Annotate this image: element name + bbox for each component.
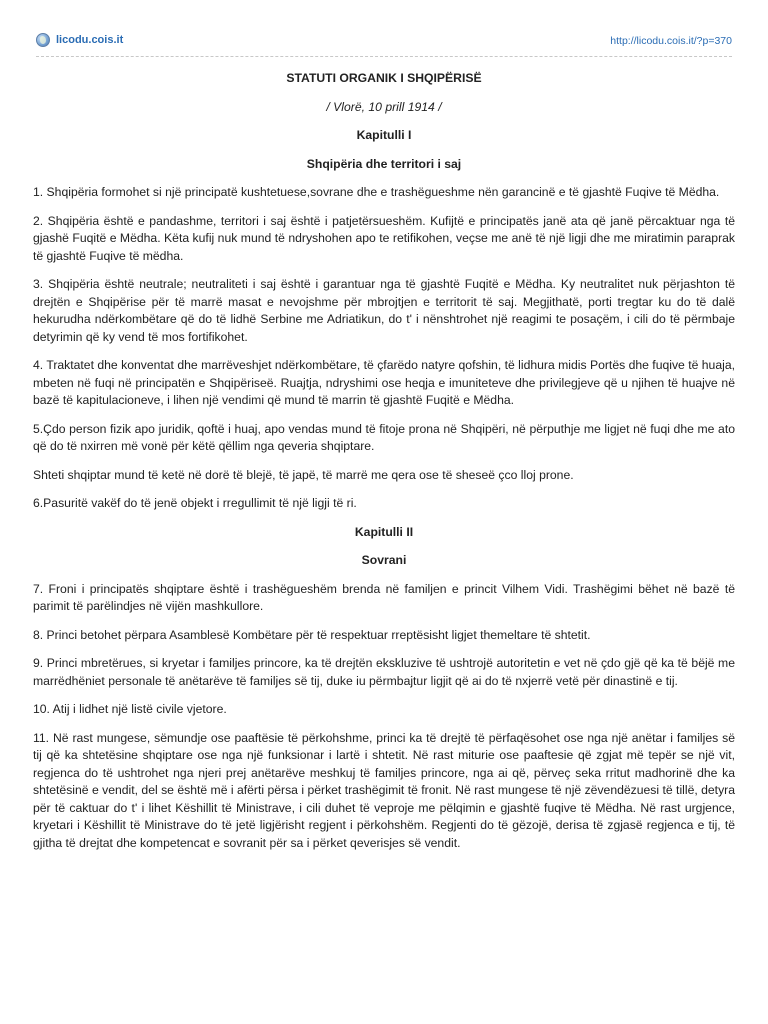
article-paragraph: 3. Shqipëria është neutrale; neutraliteti i saj është i garantuar nga të gjashtë Fuqitë e Mëdha. Ky neutralitet nuk përjashton të drejtën e Shqipërise për të marrë masat e nevojshme për mbrojtjen e territorit të saj. Megjithatë, porti tregtar ku do të dalë hekurudha ndërkombëtare që do të lidhë Serbine me Adriatikun, do t' i nënshtrohet një reagimi te posaçëm, i cili do të përmbaje detyrimin që ky vend të mos fortifikohet. (33, 277, 735, 344)
document-subtitle: / Vlorë, 10 prill 1914 / (326, 99, 442, 114)
article-paragraph: 11. Në rast mungese, sëmundje ose paaftësie të përkohshme, princi ka të drejtë të përfaqësohet ose nga një anëtar i familjes së tij që ka shtetësine shqiptare ose nga një funksionar i lartë i shtetit. Në rast miturie ose paaftesie që zgjat më tepër se një vit, regjenca do të ushtrohet nga njeri prej anëtarëve meshkuj të familjes princore, nga ai që, përveç seka rritut madhorinë dhe ka shtetësinë e vendit, del se është më i afërti përsa i përket trashëgimit të fronit. Në rast mungese të një zëvendëzuesi të tillë, detyra për të caktuar do t' i lihet Këshillit të Ministrave, i cili duhet të veproje me pëlqimin e gjashtë fuqive të Mëdha. Në rast urgjence, kryetari i Këshillit të Ministrave do të jetë ligjërisht regjent i përkohshëm. Regjenti do të gëzojë, derisa të zgjasë regjenca e tij, të gjitha të drejtat dhe kompetencat e sovranit për sa i përket qeverisjes së vendit. (33, 730, 735, 850)
article-paragraph: 6.Pasuritë vakëf do të jenë objekt i rregullimit të një ligji të ri. (33, 496, 357, 510)
article-paragraph: 7. Froni i principatës shqiptare është i trashëgueshëm brenda në familjen e princit Vilhem Vidi. Trashëgimi bëhet në bazë të parimit të parëlindjes në vijën mashkullore. (33, 581, 735, 613)
document-body (33, 70, 735, 863)
globe-icon (36, 33, 50, 47)
article-paragraph: 1. Shqipëria formohet si një principatë kushtetuese,sovrane dhe e trashëgueshme nën garancinë e të gjashtë Fuqive të Mëdha. (33, 185, 720, 199)
article-paragraph: Shteti shqiptar mund të ketë në dorë të blejë, të japë, të marrë me qera ose të sheseë çco lloj prone. (33, 467, 574, 482)
article-paragraph: 9. Princi mbretërues, si kryetar i familjes princore, ka të drejtën ekskluzive të ushtrojë autoritetin e vet në çdo gjë që ka të bëjë me marrëdhëniet personale të anëtarëve të familjes së tij, duke iu përmbajtur ligjit që ai do të nxjerrë vetë për dinastinë e tij. (33, 656, 735, 688)
article-paragraph: 5.Çdo person fizik apo juridik, qoftë i huaj, apo vendas mund të fitoje prona në Shqipëri, në përputhje me ligjet në fuqi dhe me ato që do të nxirren më vonë për këtë qëllim nga qeveria shqiptare. (33, 421, 735, 453)
article-paragraph: 4. Traktatet dhe konventat dhe marrëveshjet ndërkombëtare, të çfarëdo natyre qofshin, të lidhura midis Portës dhe fuqive të huaja, mbeten në fuqi në principatën e Shqipërisеë. Ruajtja, ndryshimi ose heqja e imuniteteve dhe privilegjeve që u njihen të huajve në bazë të kapitulacioneve, i lihen një vendimi që mund të marrin të gjashtë Fuqitë e Mëdha. (33, 358, 735, 407)
article-paragraph: 8. Princi betohet përpara Asamblesë Kombëtare për të respektuar rreptësisht ligjet themeltare të shtetit. (33, 627, 591, 642)
header-divider (36, 56, 732, 57)
site-link[interactable] (36, 33, 123, 47)
chapter-heading: Kapitulli I (356, 128, 412, 142)
chapter-heading: Kapitulli II (354, 524, 414, 539)
article-paragraph: 10. Atij i lidhet një listë civile vjetore. (33, 702, 227, 716)
page-header (36, 33, 732, 53)
article-paragraph: 2. Shqipëria është e pandashme, territori i saj është i patjetërsueshëm. Kufijtë e principatës janë ata që janë përcaktuar nga të gjashë Fuqitë e Mëdha. Këta kufij nuk mund të ndryshohen apo te retifikohen, veçse me anë të një ligji dhe me miratimin paraprak të gjashtë Fuqive të mëdha. (33, 213, 735, 263)
chapter-title: Shqipëria dhe territori i saj (306, 156, 462, 171)
document-title: STATUTI ORGANIK I SHQIPËRISË (286, 71, 482, 85)
chapter-title: Sovrani (361, 553, 407, 567)
site-name[interactable]: licodu.cois.it (56, 34, 124, 46)
page-url[interactable]: http://licodu.cois.it/?p=370 (610, 35, 732, 47)
